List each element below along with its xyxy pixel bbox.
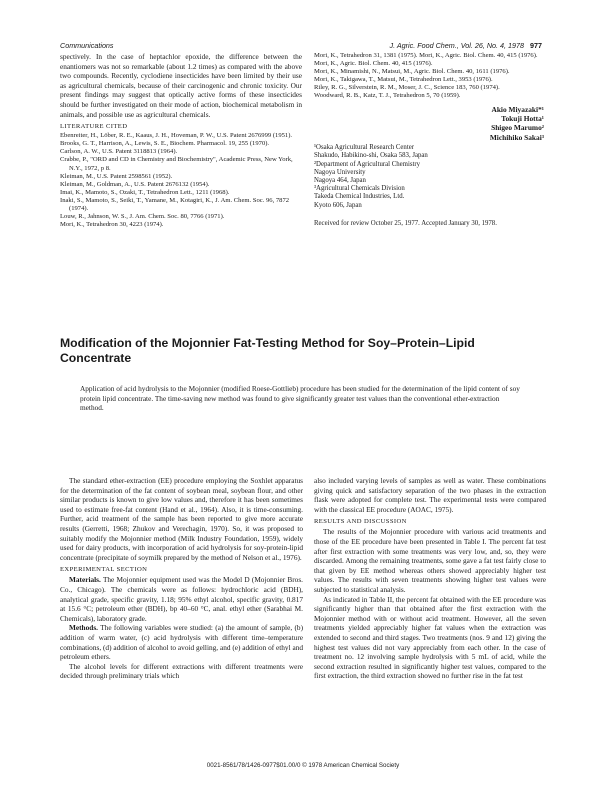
materials-paragraph (60, 575, 303, 623)
discussion-paragraph: As indicated in Table II, the percent fat obtained with the EE procedure was significantly higher than that obtained after the first extraction with the Mojonnier method with or without acid treatment. However, all the seven treatments yielded appreciably higher fat values when the extraction was extended to second and third stages. Two treatments (nos. 9 and 12) giving the highest test values did not vary appreciably from each other. In the case of treatment no. 12 involving sample hydrolysis with 5 mL of acid, while the second extraction resulted in significantly higher test values, compared to the first extraction, the third extraction showed no further rise in the fat test (314, 594, 546, 681)
reference-item: Louw, R., Jahnson, W. S., J. Am. Chem. Soc. 80, 7766 (1971). (60, 213, 225, 221)
materials-text: The Mojonnier equipment used was the Model D (Mojonnier Bros. Co., Chicago). The chemicals were as follows: hydrochloric acid (BDH), analytical grade, specific gravity, 1.18; 95% ethyl alcohol, specific gravity, 0.817 at 15.6 °C; petroleum ether (BDH), bp 40–60 °C, anal. ethyl ether (Sarabhai M. Chemicals), laboratory grade. (60, 575, 303, 623)
alcohol-paragraph: The alcohol levels for different extractions with different treatments were decided through preliminary trials which (60, 661, 303, 681)
methods-paragraph (60, 623, 303, 661)
received-date: Received for review October 25, 1977. Accepted January 30, 1978. (314, 219, 497, 227)
methods-label: Methods. (69, 623, 98, 633)
reference-item: Mori, K., Minamishi, N., Matsui, M., Agric. Biol. Chem. 40, 1611 (1976). (314, 68, 510, 76)
literature-cited-heading: LITERATURE CITED (60, 123, 128, 131)
reference-item: Imai, K., Mamoto, S., Ozaki, T., Tetrahedron Lett., 1211 (1968). (60, 188, 230, 196)
affiliation-line: ²Department of Agricultural Chemistry (314, 160, 421, 168)
body-left-column (60, 476, 303, 681)
running-header-left: Communications (60, 41, 114, 50)
results-heading: RESULTS AND DISCUSSION (314, 518, 407, 526)
reference-item: Mori, K., Agric. Biol. Chem. 40, 415 (1976). (314, 60, 433, 68)
materials-label: Materials. (69, 575, 101, 585)
abstract: Application of acid hydrolysis to the Mojonnier (modified Roese-Gottlieb) procedure has been studied for the determination of the lipid content of soy protein lipid concentrate. The time-saving new method was found to give significantly greater test values than the conventional ether-extraction method. (80, 384, 520, 413)
reference-item: Kleiman, M., U.S. Patent 2598561 (1952). (60, 172, 173, 180)
methods-text: The following variables were studied: (a) the amount of sample, (b) addition of warm water, (c) acid hydrolysis with different time–temperature combinations, (d) addition of alcohol to avoid gelling, and (e) addition of ethyl and petroleum ethers. (60, 623, 303, 662)
author-list (314, 105, 544, 143)
body-right-column (314, 476, 546, 681)
copyright-footer: 0021-8561/78/1426-0977$01.00/0 © 1978 American Chemical Society (206, 762, 400, 769)
affiliation-line: Nagoya 464, Japan (314, 177, 366, 184)
reference-item: Mori, K., Tetrahedron 30, 4223 (1974). (60, 221, 164, 229)
reference-item: Crabbe, P., "ORD and CD in Chemistry and Biochemistry", Academic Press, New York, N.Y., 1972, p 8. (60, 156, 293, 172)
continued-paragraph: spectively. In the case of heptachlor epoxide, the difference between the enantiomers was not so remarkable (about 1.2 times) as compared with the above two compounds. Recently, cyclodiene insecticides have been limited by their use as agricultural chemicals, because of their carcinogenic and chronic toxicity. Our present findings may suggest that optically active forms of these insecticides should be further investigated on their mode of action, biochemical metabolism in animals, and possible use as agricultural chemicals. (60, 52, 302, 119)
reference-item: Carlson, A. W., U.S. Patent 3118813 (1964). (60, 148, 178, 156)
results-paragraph: The results of the Mojonnier procedure with various acid treatments and those of the EE procedure have been presented in Table I. The percent fat test after first extraction with some treatments was very low, and, so, they were discarded. Among the remaining treatments, some gave a fat test fairly close to that given by EE method whereas others showed appreciably higher test values. The results with seven treatments showing higher test values were subjected to statistical analysis. (314, 527, 546, 594)
affiliation-line: ¹Osaka Agricultural Research Center (314, 144, 414, 152)
affiliation-line: Kyoto 606, Japan (314, 201, 362, 209)
author-name: Michihiko Sakai³ (489, 132, 544, 142)
top-left-column (60, 52, 302, 229)
reference-item: Brooks, G. T., Harrison, A., Lewis, S. E., Biochem. Pharmacol. 19, 255 (1970). (60, 140, 270, 148)
author-name: Shigeo Marumo² (491, 123, 544, 133)
article-title: Modification of the Mojonnier Fat-Testing Method for Soy–Protein–Lipid Concentrate (60, 336, 475, 365)
reference-item: Mori, K., Takigawa, T., Matsui, M., Tetrahedron Lett., 3953 (1976). (314, 76, 493, 84)
experimental-heading: EXPERIMENTAL SECTION (60, 566, 148, 574)
reference-list-continued (314, 52, 544, 101)
journal-citation: J. Agric. Food Chem., Vol. 26, No. 4, 1978 (389, 41, 524, 50)
intro-paragraph: The standard ether-extraction (EE) procedure employing the Soxhlet apparatus for the determination of the fat content of soybean meal, soybean flour, and other similar products is known to give low values and, therefore it has been sometimes used to estimate free-fat content (Hand et al., 1964). Also, it is time-consuming. Further, acid treatment of the sample has been reported to give more accurate results (Gerretti, 1968; Zhukov and Verechagin, 1970). So, it was proposed to suitably modify the Mojonnier method (Milk Industry Foundation, 1959), widely used for dairy products, with incorporation of acid hydrolysis for soy-protein-lipid concentrate (precipitate of soymilk prepared by the method of Nelson et al., 1976). (60, 476, 303, 562)
affiliation-block (314, 144, 544, 210)
reference-item: Mori, K., Tetrahedron 31, 1381 (1975). Mori, K., Agric. Biol. Chem. 40, 415 (1976). (314, 52, 538, 59)
affiliation-line: ³Agricultural Chemicals Division (314, 185, 405, 193)
affiliation-line: Shakudo, Habikino-shi, Osaka 583, Japan (314, 152, 428, 160)
running-header-right (372, 41, 542, 50)
continued-paragraph: also included varying levels of samples as well as water. These combinations giving quick and satisfactory separation of the two phases in the extraction flask were adopted for complete test. The experimental tests were compared with the classical EE procedure (AOAC, 1975). (314, 476, 546, 514)
affiliation-line: Nagoya University (314, 168, 366, 176)
author-name: Akio Miyazaki*¹ (491, 104, 544, 114)
reference-item: Woodward, R. B., Katz, T. J., Tetrahedron 5, 70 (1959). (314, 92, 461, 100)
author-name: Tokuji Hotta¹ (501, 113, 544, 123)
reference-item: Ebenreiter, H., Löber, R. E., Kaaus, J. H., Hoveman, P. W., U.S. Patent 2676999 (1951). (60, 132, 293, 140)
reference-item: Riley, R. G., Silverstein, R. M., Moser, J. C., Science 183, 760 (1974). (314, 84, 500, 92)
reference-item: Inaki, S., Mamoto, S., Seiki, T., Yamane, M., Kotagiri, K., J. Am. Chem. Soc. 96, 7872 (1974). (60, 196, 290, 212)
page-number: 977 (530, 41, 542, 50)
reference-list (60, 132, 302, 229)
affiliation-line: Takeda Chemical Industries, Ltd. (314, 193, 405, 201)
top-right-column (314, 52, 544, 228)
reference-item: Kleiman, M., Goldman, A., U.S. Patent 2676132 (1954). (60, 180, 210, 188)
